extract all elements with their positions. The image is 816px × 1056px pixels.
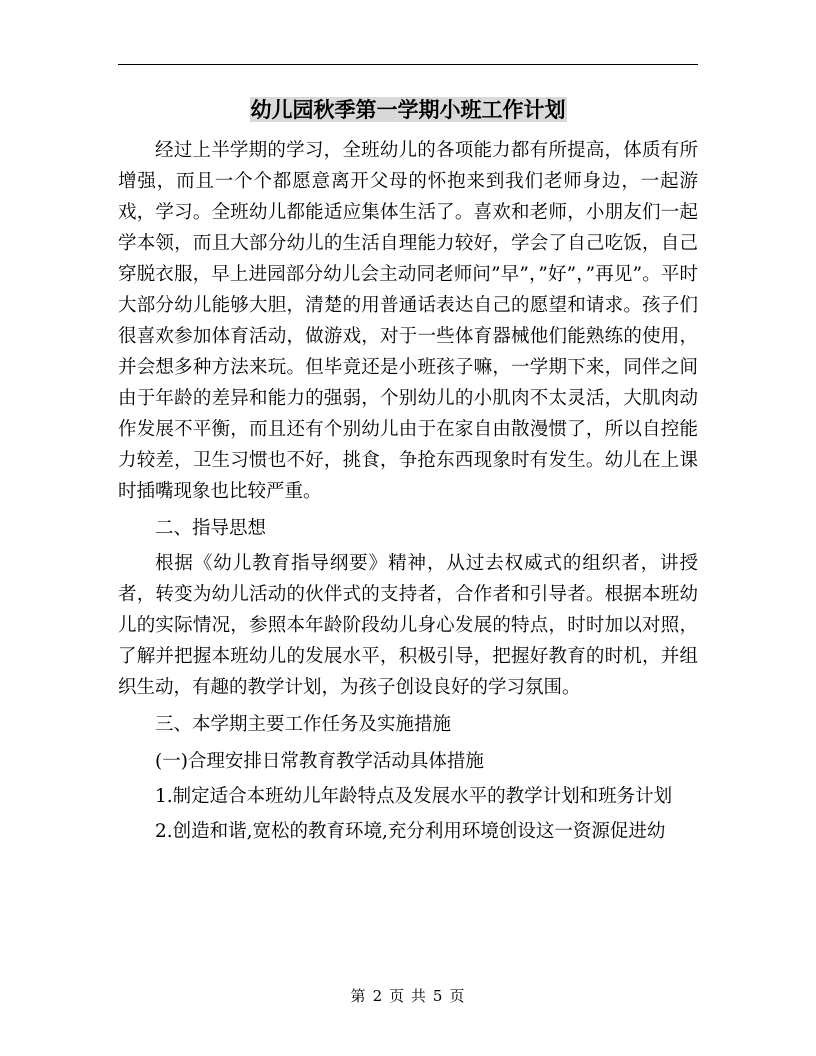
- document-title: [118, 96, 698, 124]
- header-rule: [118, 64, 698, 65]
- list-item-2: 2.创造和谐,宽松的教育环境,充分利用环境创设这一资源促进幼: [155, 821, 666, 842]
- page-footer: [0, 986, 816, 1006]
- section-2-paragraph: 根据《幼儿教育指导纲要》精神，从过去权威式的组织者，讲授者，转变为幼儿活动的伙伴式的支持者，合作者和引导者。根据本班幼儿的实际情况，参照本年龄阶段幼儿身心发展的特点，时时加以对照，了解并把握本班幼儿的发展水平，积极引导，把握好教育的时机，并组织生动，有趣的教学计划，为孩子创设良好的学习氛围。: [118, 553, 698, 698]
- document-body: [118, 135, 698, 847]
- footer-prefix: 第: [350, 987, 367, 1005]
- footer-middle: 页 共: [389, 987, 427, 1005]
- current-page-number: 2: [372, 987, 384, 1005]
- section-2-heading: 二、指导思想: [155, 518, 267, 539]
- list-item-1: 1.制定适合本班幼儿年龄特点及发展水平的教学计划和班务计划: [155, 786, 673, 807]
- section-3-heading: 三、本学期主要工作任务及实施措施: [155, 714, 452, 735]
- footer-suffix: 页: [449, 987, 466, 1005]
- subsection-1-heading: (一)合理安排日常教育教学活动具体措施: [155, 751, 484, 772]
- document-title-text: 幼儿园秋季第一学期小班工作计划: [250, 97, 566, 122]
- total-pages-number: 5: [432, 987, 444, 1005]
- intro-paragraph: 经过上半学期的学习，全班幼儿的各项能力都有所提高，体质有所增强，而且一个个都愿意离开父母的怀抱来到我们老师身边，一起游戏，学习。全班幼儿都能适应集体生活了。喜欢和老师，小朋友们一起学本领，而且大部分幼儿的生活自理能力较好，学会了自己吃饭，自己穿脱衣服，早上进园部分幼儿会主动同老师问”早”，”好”，”再见”。平时大部分幼儿能够大胆，清楚的用普通话表达自己的愿望和请求。孩子们很喜欢参加体育活动，做游戏，对于一些体育器械他们能熟练的使用，并会想多种方法来玩。但毕竟还是小班孩子嘛，一学期下来，同伴之间由于年龄的差异和能力的强弱，个别幼儿的小肌肉不太灵活，大肌肉动作发展不平衡，而且还有个别幼儿由于在家自由散漫惯了，所以自控能力较差，卫生习惯也不好，挑食，争抢东西现象时有发生。幼儿在上课时插嘴现象也比较严重。: [118, 140, 698, 502]
